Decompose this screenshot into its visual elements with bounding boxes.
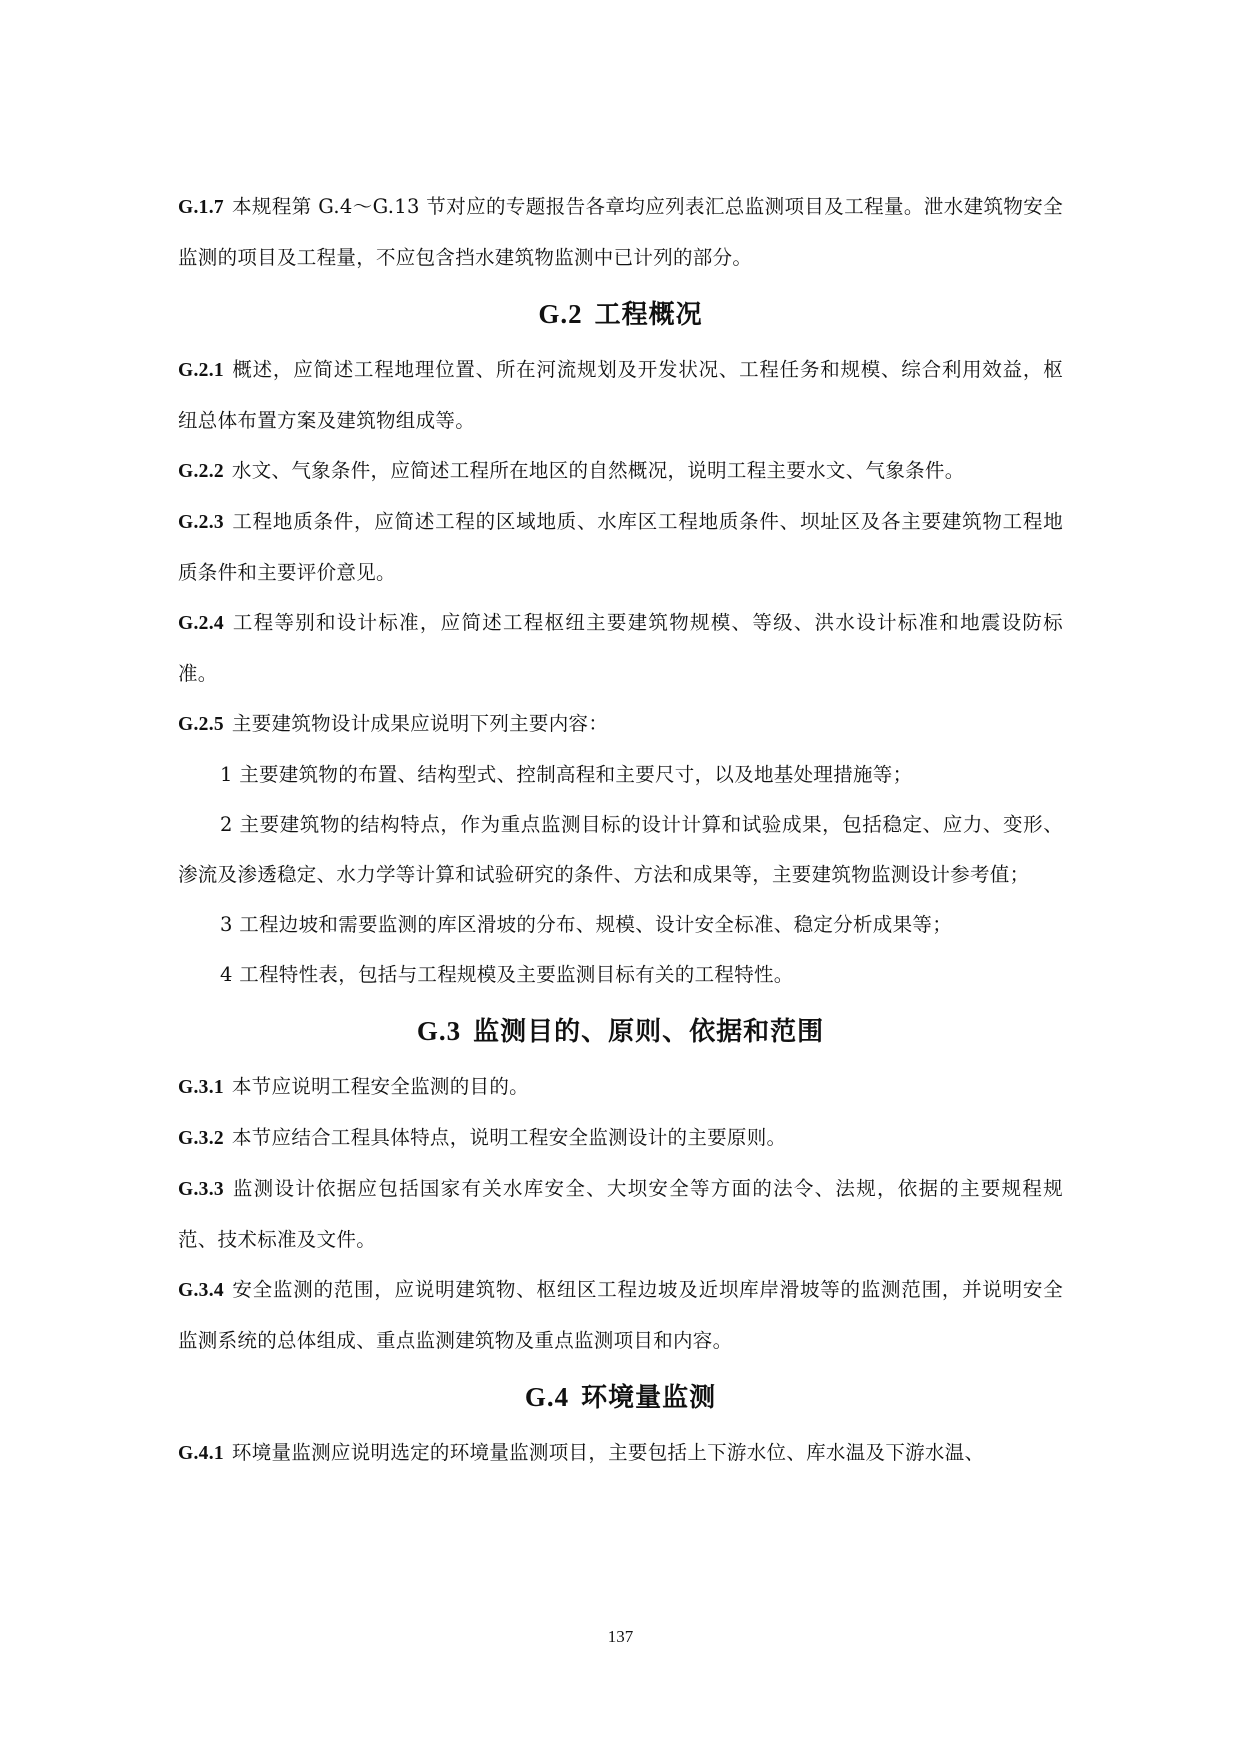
clause-text: 本节应结合工程具体特点，说明工程安全监测设计的主要原则。 — [231, 1126, 787, 1149]
list-item: 4 工程特性表，包括与工程规模及主要监测目标有关的工程特性。 — [220, 963, 794, 986]
clause-text: 工程等别和设计标准，应简述工程枢纽主要建筑物规模、等级、洪水设计标准和地震设防标准。 — [178, 611, 1063, 685]
section-heading-g-4 — [178, 1366, 1063, 1428]
clause-number: G.2.2 — [178, 461, 224, 482]
clause-g-2-2 — [178, 446, 1063, 497]
clause-g-2-4 — [178, 598, 1063, 699]
clause-g-1-7 — [178, 182, 1063, 283]
clause-number: G.2.3 — [178, 512, 224, 533]
section-heading-g-2 — [178, 283, 1063, 345]
section-title: 工程概况 — [594, 300, 703, 330]
clause-g-4-1 — [178, 1428, 1063, 1479]
clause-number: G.4.1 — [178, 1443, 224, 1464]
clause-text: 监测设计依据应包括国家有关水库安全、大坝安全等方面的法令、法规，依据的主要规程规范、技术标准及文件。 — [178, 1177, 1063, 1251]
list-item: 3 工程边坡和需要监测的库区滑坡的分布、规模、设计安全标准、稳定分析成果等； — [220, 913, 953, 936]
clause-text: 主要建筑物设计成果应说明下列主要内容： — [231, 712, 609, 735]
clause-text: 水文、气象条件，应简述工程所在地区的自然概况，说明工程主要水文、气象条件。 — [231, 459, 965, 482]
list-item: 1 主要建筑物的布置、结构型式、控制高程和主要尺寸，以及地基处理措施等； — [220, 763, 913, 786]
section-number: G.2 — [538, 299, 583, 329]
clause-number: G.1.7 — [178, 197, 224, 218]
clause-number: G.3.1 — [178, 1077, 224, 1098]
clause-text: 概述，应简述工程地理位置、所在河流规划及开发状况、工程任务和规模、综合利用效益，枢纽总体布置方案及建筑物组成等。 — [178, 358, 1063, 432]
clause-number: G.3.2 — [178, 1128, 224, 1149]
clause-g-2-1 — [178, 345, 1063, 446]
section-heading-g-3 — [178, 1000, 1063, 1062]
list-item: 2 主要建筑物的结构特点，作为重点监测目标的设计计算和试验成果，包括稳定、应力、变形、渗流及渗透稳定、水力学等计算和试验研究的条件、方法和成果等，主要建筑物监测设计参考值； — [178, 813, 1063, 886]
section-title: 监测目的、原则、依据和范围 — [473, 1017, 825, 1047]
clause-text: 工程地质条件，应简述工程的区域地质、水库区工程地质条件、坝址区及各主要建筑物工程地质条件和主要评价意见。 — [178, 510, 1063, 584]
clause-text: 本规程第 G.4～G.13 节对应的专题报告各章均应列表汇总监测项目及工程量。泄水建筑物安全监测的项目及工程量，不应包含挡水建筑物监测中已计列的部分。 — [178, 195, 1063, 269]
clause-g-2-5 — [178, 699, 1063, 750]
clause-number: G.2.1 — [178, 360, 224, 381]
section-number: G.3 — [416, 1016, 462, 1046]
clause-number: G.3.3 — [178, 1179, 224, 1200]
clause-number: G.3.4 — [178, 1280, 224, 1301]
page-content — [178, 182, 1063, 1479]
clause-g-3-2 — [178, 1113, 1063, 1164]
clause-number: G.2.5 — [178, 714, 224, 735]
clause-g-3-3 — [178, 1164, 1063, 1265]
clause-g-3-1 — [178, 1062, 1063, 1113]
section-number: G.4 — [524, 1382, 570, 1412]
clause-number: G.2.4 — [178, 613, 224, 634]
page-number: 137 — [607, 1627, 634, 1646]
clause-text: 环境量监测应说明选定的环境量监测项目，主要包括上下游水位、库水温及下游水温、 — [231, 1441, 985, 1464]
section-title: 环境量监测 — [581, 1383, 717, 1413]
clause-g-2-3 — [178, 497, 1063, 598]
clause-g-3-4 — [178, 1265, 1063, 1366]
clause-text: 安全监测的范围，应说明建筑物、枢纽区工程边坡及近坝库岸滑坡等的监测范围，并说明安全监测系统的总体组成、重点监测建筑物及重点监测项目和内容。 — [178, 1278, 1063, 1352]
clause-text: 本节应说明工程安全监测的目的。 — [231, 1075, 529, 1098]
